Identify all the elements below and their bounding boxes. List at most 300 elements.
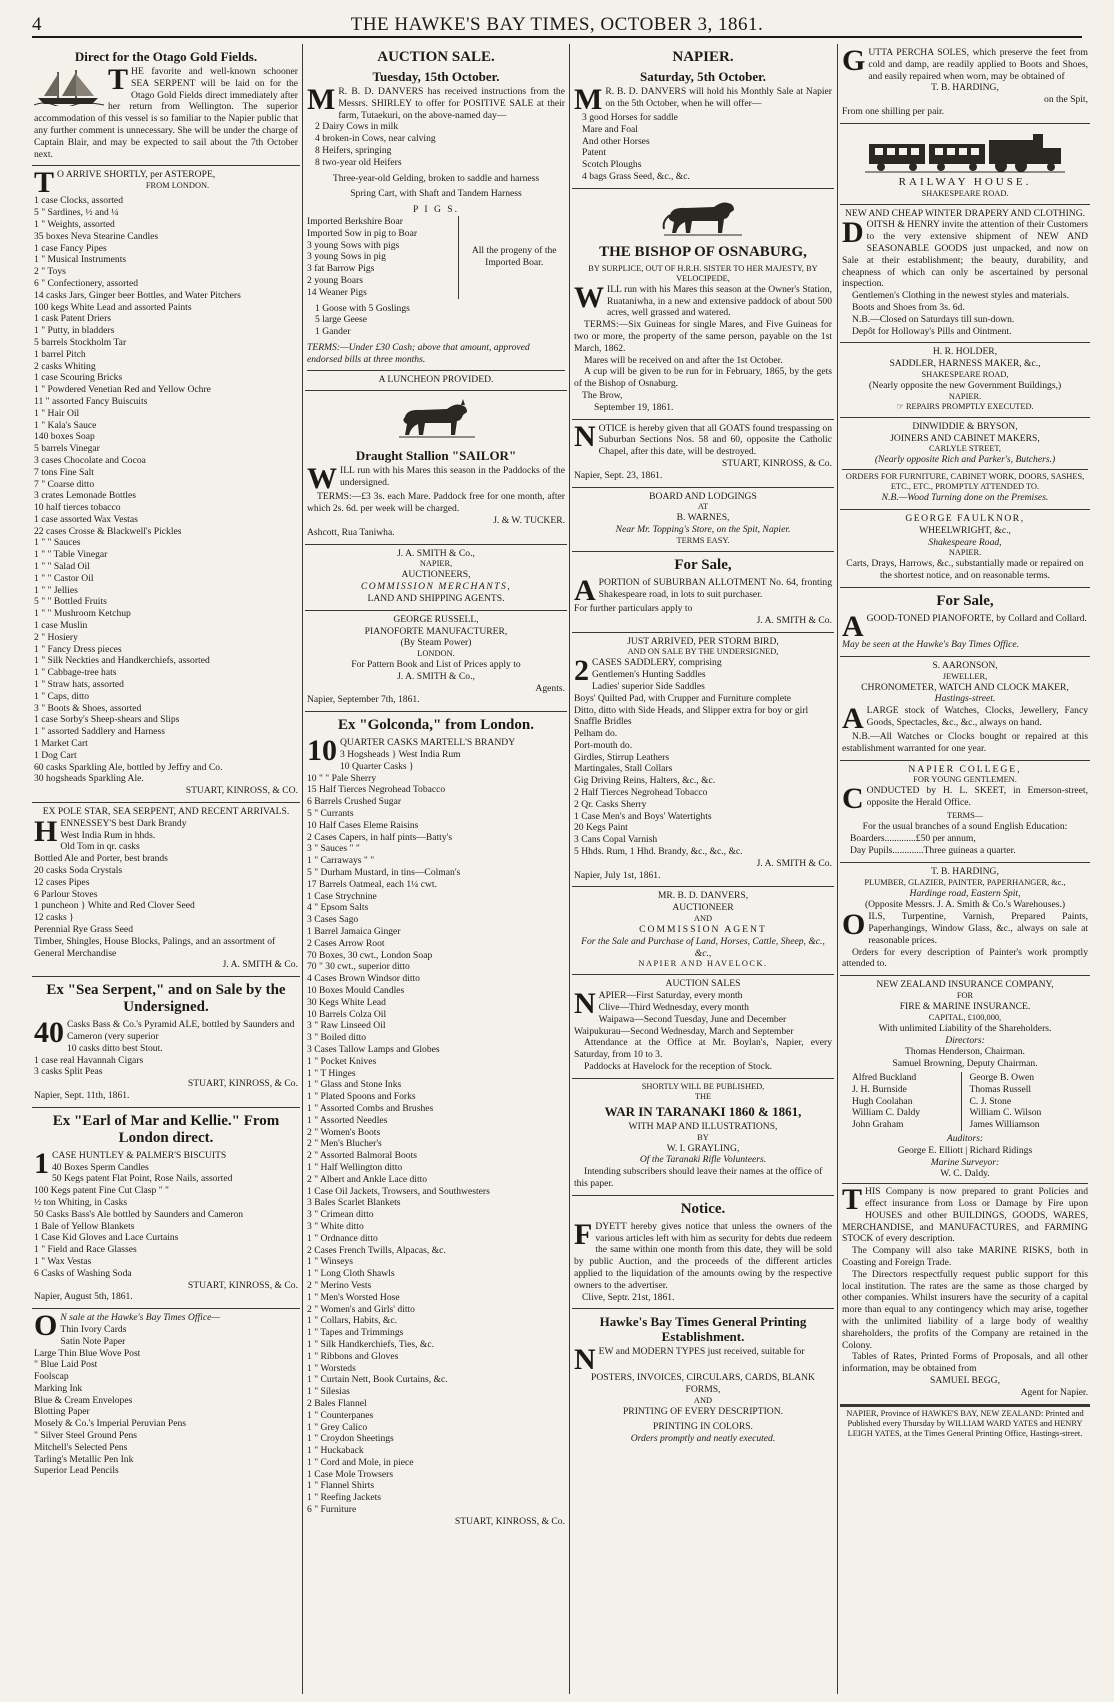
list-item: 1 barrel Pitch xyxy=(34,348,86,360)
ad-title: Direct for the Otago Gold Fields. xyxy=(74,49,258,64)
list-item: J. H. Burnside xyxy=(852,1083,907,1095)
nb: N.B.—Wood Turning done on the Premises. xyxy=(881,492,1049,504)
list-item: Ditto, ditto with Side Heads, and Slipper extra for boy or girl xyxy=(574,704,809,716)
list-item: 7 tons Fine Salt xyxy=(34,466,94,478)
list-item: CASES SADDLERY, comprising xyxy=(592,657,722,669)
fire-marine: FIRE & MARINE INSURANCE. xyxy=(899,1001,1031,1013)
list-item: Satin Note Paper xyxy=(60,1335,126,1347)
pointing-hand-icon: ☞ xyxy=(896,401,906,411)
place: LONDON. xyxy=(417,649,455,659)
list-item: 3 Cans Copal Varnish xyxy=(574,834,658,846)
newspaper-title: THE HAWKE'S BAY TIMES, OCTOBER 3, 1861. xyxy=(350,14,764,35)
location: (Nearly opposite the new Government Buildings,) xyxy=(868,379,1062,391)
directors-table xyxy=(852,1072,1078,1131)
list-item: 3 fat Barrow Pigs xyxy=(307,263,375,275)
terms: TERMS:—Six Guineas for single Mares, and Five Guineas for two or more, the property of the same person, payable on the 1st March, 1862. xyxy=(574,319,832,354)
list-item: 5 " Durham Mustard, in tins—Colman's xyxy=(307,867,461,879)
ad-drapery xyxy=(840,205,1090,344)
list-item: 1 Case Kid Gloves and Lace Curtains xyxy=(34,1232,179,1244)
list-item: APIER—First Saturday, every month xyxy=(598,990,743,1002)
ad-title: Draught Stallion "SAILOR" xyxy=(355,448,517,464)
role: AUCTIONEER xyxy=(672,902,734,914)
street: CARLYLE STREET, xyxy=(928,444,1002,454)
list-item: C. J. Stone xyxy=(969,1095,1012,1107)
list-item: 100 kegs White Lead and assorted Paints xyxy=(34,301,192,313)
road: Shakespeare Road, xyxy=(928,536,1002,548)
ad-body: EW and MODERN TYPES just received, suitable for xyxy=(598,1346,805,1358)
ad-allotment-for-sale xyxy=(572,552,834,633)
ad-title: For Sale, xyxy=(936,592,994,609)
dropcap: T xyxy=(34,166,55,200)
ad-auction-sales xyxy=(572,975,834,1078)
list-item: 70 Boxes, 30 cwt., London Soap xyxy=(307,949,433,961)
luncheon: A LUNCHEON PROVIDED. xyxy=(307,370,565,386)
imprint: NAPIER, Province of HAWKE'S BAY, NEW ZEALAND: Printed and Published every Thursday by WILLIAM WARD YATES and HENRY LEIGH YATES, at the Times General Printing Office, Hastings-street. xyxy=(840,1405,1090,1439)
repairs-note: REPAIRS PROMPTLY EXECUTED. xyxy=(905,401,1034,411)
list-item: 2 " Men's Blucher's xyxy=(307,1138,382,1150)
marine-risks: The Company will also take MARINE RISKS, both in Coasting and Foreign Trade. xyxy=(842,1245,1088,1268)
list-item: 1 case Sorby's Sheep-shears and Slips xyxy=(34,714,180,726)
place: NAPIER AND HAVELOCK. xyxy=(638,959,768,969)
ad-heading: JUST ARRIVED, PER STORM BIRD, xyxy=(627,635,779,647)
name: MR. B. D. DANVERS, xyxy=(657,890,749,902)
ad-body: ILS, Turpentine, Varnish, Prepared Paints, Paperhangings, Window Glass, &c., always on sale at reasonable prices. xyxy=(868,911,1088,946)
printing-colors: PRINTING IN COLORS. xyxy=(653,1420,753,1432)
list-item: 1 " " Salad Oil xyxy=(34,561,90,573)
capital: CAPITAL, £100,000, xyxy=(928,1012,1002,1022)
ad-bishop-of-osnaburg xyxy=(572,189,834,420)
list-item: Imported Berkshire Boar xyxy=(307,215,403,227)
list-item: 1 cask Patent Driers xyxy=(34,313,111,325)
list-item: 3 crates Lemonade Bottles xyxy=(34,490,137,502)
list-item: 10 Barrels Colza Oil xyxy=(307,1008,387,1020)
ad-gutta-percha xyxy=(840,44,1090,124)
signature: J. A. SMITH & Co. xyxy=(222,959,298,971)
signature: J. A. SMITH & Co. xyxy=(756,857,832,869)
list-item: 3 Hogsheads } West India Rum xyxy=(340,749,461,761)
list-item: 4 bags Grass Seed, &c., &c. xyxy=(582,170,690,182)
road: Hardinge road, Eastern Spit, xyxy=(909,887,1021,899)
list-item: 1 " Collars, Habits, &c. xyxy=(307,1315,397,1327)
terms: TERMS:—£3 3s. each Mare. Paddock free for one month, after which 2s. 6d. per week will be charged. xyxy=(307,491,565,515)
trade: CHRONOMETER, WATCH AND CLOCK MAKER, xyxy=(861,681,1069,693)
list-item: 1 " Tapes and Trimmings xyxy=(307,1327,404,1339)
list-item: 50 Kegs patent Flat Point, Rose Nails, assorted xyxy=(52,1173,233,1185)
agents-label: Agents. xyxy=(535,682,565,694)
ad-title: NEW AND CHEAP WINTER DRAPERY AND CLOTHING. xyxy=(844,207,1086,219)
list-item: 2 Cases French Twills, Alpacas, &c. xyxy=(307,1244,446,1256)
usual: For the usual branches of a sound English Education: xyxy=(862,821,1068,833)
list-item: 2 Cases Capers, in half pints—Batty's xyxy=(307,831,453,843)
ad-title: Ex "Golconda," from London. xyxy=(338,717,534,734)
list-item: Alfred Buckland xyxy=(852,1072,917,1084)
list-item: 17 Barrels Oatmeal, each 1¼ cwt. xyxy=(307,878,437,890)
ad-title: NAPIER. xyxy=(672,49,734,65)
list-item: 3 Cases Sago xyxy=(307,914,359,926)
ad-faulknor xyxy=(840,510,1090,588)
list-item: Scotch Ploughs xyxy=(582,159,642,171)
terms: TERMS EASY. xyxy=(676,535,730,545)
item-list xyxy=(307,121,565,168)
apply: For further particulars apply to xyxy=(574,602,693,614)
list-item: 7 " Coarse ditto xyxy=(34,478,95,490)
list-item: Mitchell's Selected Pens xyxy=(34,1441,128,1453)
list-item: 1 puncheon } White and Red Clover Seed xyxy=(34,900,195,912)
list-item: 20 Kegs Paint xyxy=(574,822,628,834)
list-item: 2 " Hosiery xyxy=(34,631,78,643)
list-item: 1 case Fancy Pipes xyxy=(34,242,107,254)
printing-items: POSTERS, INVOICES, CIRCULARS, CARDS, BLANK FORMS, xyxy=(591,1372,815,1396)
dropcap: N xyxy=(574,1343,596,1377)
sale-date: Saturday, 5th October. xyxy=(640,69,766,84)
auditor: Richard Ridings xyxy=(969,1144,1033,1156)
list-item: 1 " Wax Vestas xyxy=(34,1255,92,1267)
item-list xyxy=(307,303,565,338)
dropcap: W xyxy=(307,462,337,496)
role: COMMISSION AGENT xyxy=(639,924,767,936)
list-item: Old Tom in qr. casks xyxy=(60,841,140,853)
list-item: 1 Goose with 5 Goslings xyxy=(315,302,410,314)
ad-body: LARGE stock of Watches, Clocks, Jewellery, Fancy Goods, Spectacles, &c., &c., always on hand. xyxy=(866,705,1088,728)
price: From one shilling per pair. xyxy=(842,105,945,117)
list-item: " Blue Laid Post xyxy=(34,1359,98,1371)
list-item: 10 " " Pale Sherry xyxy=(307,772,377,784)
list-item: 1 " Silk Handkerchiefs, Ties, &c. xyxy=(307,1338,435,1350)
town: NAPIER. xyxy=(948,391,982,401)
list-item: 4 Cases Brown Windsor ditto xyxy=(307,973,420,985)
list-item: 40 Boxes Sperm Candles xyxy=(52,1161,149,1173)
directors-label: Directors: xyxy=(945,1034,985,1046)
list-item: 6 Casks of Washing Soda xyxy=(34,1267,132,1279)
depot-note: Depôt for Holloway's Pills and Ointment. xyxy=(852,325,1012,337)
horse-illustration xyxy=(391,397,481,445)
list-item: 1 " Putty, in bladders xyxy=(34,325,115,337)
for: FOR xyxy=(956,991,974,1001)
list-item: ENNESSEY'S best Dark Brandy xyxy=(60,817,187,829)
list-item: 1 " Straw hats, assorted xyxy=(34,679,124,691)
list-item: 14 Weaner Pigs xyxy=(307,286,367,298)
directors-statement: The Directors respectfully request public support for this local institution. The rates are the same as those charged by other companies. Whilst insurers have the security of a capital more than equal to any contingency which may arise, together with the unlimited liability of a large body of wealthy shareholders, the profits of the Company are retained in the Colony. xyxy=(842,1268,1088,1351)
list-item: 1 " Kala's Sauce xyxy=(34,419,97,431)
gents-clothing: Gentlemen's Clothing in the newest styles and materials. xyxy=(852,290,1070,302)
item-list xyxy=(34,1324,298,1477)
ad-title: WAR IN TARANAKI 1860 & 1861, xyxy=(604,1103,802,1119)
list-item: George B. Owen xyxy=(969,1072,1035,1084)
ad-body: UTTA PERCHA SOLES, which preserve the feet from cold and damp, are readily applied to Boots and Shoes, and easily repaired when worn, may be obtained of xyxy=(868,47,1088,82)
dropcap: M xyxy=(307,83,336,116)
list-item: Ladies' superior Side Saddles xyxy=(592,680,705,692)
ad-board-lodgings xyxy=(572,488,834,552)
liability: With unlimited Liability of the Shareholders. xyxy=(878,1022,1052,1034)
signature: STUART, KINROSS, & Co. xyxy=(187,1078,298,1090)
ad-printing xyxy=(572,1309,834,1449)
ad-body: ONDUCTED by H. L. SKEET, in Emerson-street, opposite the Herald Office. xyxy=(866,785,1088,809)
signature: STUART, KINROSS, & Co. xyxy=(721,457,832,469)
for: For the Sale and Purchase of Land, Horses, Cattle, Sheep, &c., &c., xyxy=(581,935,825,959)
ad-body: OITSH & HENRY invite the attention of their Customers to the very extensive shipment of NEW AND SEASONABLE GOODS just unpacked, and now on Sale at their establishment; the beauty, durability, and cheapness of which can only be ascertained by personal inspection. xyxy=(842,219,1088,290)
signature: J. A. SMITH & Co. xyxy=(756,614,832,626)
ad-smith-auctioneers xyxy=(305,545,567,611)
ad-heading: O ARRIVE SHORTLY, per ASTEROPE, xyxy=(57,169,216,181)
day-pupils: Day Pupils.............Three guineas a quarter. xyxy=(850,845,1016,857)
ad-body: GOOD-TONED PIANOFORTE, by Collard and Collard. xyxy=(866,612,1087,624)
list-item: 14 casks Jars, Ginger beer Bottles, and Water Pitchers xyxy=(34,289,241,301)
list-item: Snaffle Bridles xyxy=(574,716,632,728)
column-divider xyxy=(837,44,838,1694)
item-list xyxy=(574,112,832,183)
list-item: 12 cases Pipes xyxy=(34,876,90,888)
ad-title: Notice. xyxy=(680,1200,726,1217)
list-item: 12 casks } xyxy=(34,912,74,924)
ad-asterope xyxy=(32,166,300,803)
list-item: QUARTER CASKS MARTELL'S BRANDY xyxy=(340,737,516,749)
list-item: 1 Gander xyxy=(315,326,351,338)
signature: STUART, KINROSS, & Co. xyxy=(187,1279,298,1291)
ad-body: OTICE is hereby given that all GOATS found trespassing on Suburban Sections Nos. 58 and 60, opposite the Catholic Chapel, after this date, will be destroyed. xyxy=(598,422,832,458)
list-item: 1 Dog Cart xyxy=(34,749,77,761)
ad-pianoforte-for-sale xyxy=(840,588,1090,657)
list-item: 3 " Boiled ditto xyxy=(307,1032,367,1044)
list-item: 2 " Merino Vests xyxy=(307,1279,372,1291)
place: Ashcott, Rua Taniwha. xyxy=(307,526,395,538)
column-divider xyxy=(302,44,303,1694)
agent: J. A. SMITH & Co., xyxy=(397,670,475,682)
role: AUCTIONEERS, xyxy=(401,569,471,581)
list-item: 1 " Caps, ditto xyxy=(34,690,90,702)
ad-body: Carts, Drays, Harrows, &c., substantially made or repaired on the shortest notice, and on reasonable terms. xyxy=(846,558,1084,582)
ad-body: R. B. D. DANVERS has received instructions from the Messrs. SHIRLEY to offer for POSITIVE SALE at their farm, Tutaekuri, on the above-named day— xyxy=(338,86,565,121)
dropcap: G xyxy=(842,44,866,77)
by: BY xyxy=(697,1132,709,1142)
list-item: 10 half tierces tobacco xyxy=(34,502,121,514)
list-item: 8 Heifers, springing xyxy=(315,144,392,156)
firm-name: J. A. SMITH & Co., xyxy=(397,547,475,559)
trade: JOINERS AND CABINET MAKERS, xyxy=(890,432,1040,444)
list-item: Mare and Foal xyxy=(582,123,638,135)
list-item: 3 good Horses for saddle xyxy=(582,112,678,123)
list-item: 1 " Ribbons and Gloves xyxy=(307,1350,399,1362)
list-item: 10 casks ditto best Stout. xyxy=(67,1042,163,1054)
paddocks: Paddocks at Havelock for the reception of Stock. xyxy=(584,1061,773,1073)
agent-role: Agent for Napier. xyxy=(1020,1386,1088,1398)
ad-title: AUCTION SALE. xyxy=(377,49,495,65)
list-item: Superior Lead Pencils xyxy=(34,1465,119,1477)
list-item: 3 " White ditto xyxy=(307,1220,364,1232)
list-item: Gentlemen's Hunting Saddles xyxy=(592,669,706,681)
list-item: 5 " Sardines, ½ and ¼ xyxy=(34,207,119,219)
list-item: 1 Barrel Jamaica Ginger xyxy=(307,926,401,938)
page-number: 4 xyxy=(32,14,42,35)
ad-sailor xyxy=(305,391,567,544)
ad-subheading: AND ON SALE BY THE UNDERSIGNED, xyxy=(627,647,779,657)
list-item: 1 " Reefing Jackets xyxy=(307,1492,381,1504)
ad-dyett-notice xyxy=(572,1196,834,1310)
dropcap: O xyxy=(34,1309,58,1343)
list-item: 1 " Weights, assorted xyxy=(34,218,115,230)
date: September 19, 1861. xyxy=(594,401,674,413)
list-item: Large Thin Blue Wove Post xyxy=(34,1347,141,1359)
list-item: 2 " Albert and Ankle Lace ditto xyxy=(307,1173,428,1185)
name: H. R. HOLDER, xyxy=(932,346,998,358)
list-item: 1 Case Strychnine xyxy=(307,890,377,902)
ad-sea-serpent xyxy=(32,977,300,1108)
list-item: 1 " Field and Race Glasses xyxy=(34,1244,137,1256)
dropcap: 10 xyxy=(307,734,337,768)
list-item: 3 Bales Scarlet Blankets xyxy=(307,1197,401,1209)
closed-note: N.B.—Closed on Saturdays till sun-down. xyxy=(852,313,1015,325)
dropcap: A xyxy=(842,609,864,643)
list-item: 1 " T Hinges xyxy=(307,1067,356,1079)
list-item: ½ ton Whiting, in Casks xyxy=(34,1196,128,1208)
column-1 xyxy=(32,44,300,1694)
list-item: 2 " Toys xyxy=(34,266,66,278)
list-item: Mosely & Co.'s Imperial Peruvian Pens xyxy=(34,1418,187,1430)
list-item: 1 " Cabbage-tree hats xyxy=(34,667,117,679)
list-item: Gig Driving Reins, Halters, &c., &c. xyxy=(574,775,716,787)
town: NAPIER, xyxy=(419,559,453,569)
progeny-note: All the progeny of the Imported Boar. xyxy=(458,216,565,299)
item-list xyxy=(34,1016,298,1078)
ship-illustration xyxy=(34,68,104,106)
ad-heading: N sale at the Hawke's Bay Times Office— xyxy=(60,1312,220,1324)
list-item: John Graham xyxy=(852,1119,904,1131)
name: S. AARONSON, xyxy=(932,659,998,671)
mares-note: Mares will be received on and after the 1st October. xyxy=(584,354,783,366)
list-item: Waipawa—Second Tuesday, June and December xyxy=(598,1013,787,1025)
list-item: 10 Quarter Casks } xyxy=(340,760,414,772)
dropcap: 40 xyxy=(34,1016,64,1050)
name: DINWIDDIE & BRYSON, xyxy=(912,420,1018,432)
list-item: Perennial Rye Grass Seed xyxy=(34,923,133,935)
spring-cart: Spring Cart, with Shaft and Tandem Harness xyxy=(350,188,522,200)
masthead xyxy=(32,8,1082,38)
list-item: 3 young Sows in pig xyxy=(307,251,386,263)
list-item: Bottled Ale and Porter, best brands xyxy=(34,853,168,865)
nb: N.B.—All Watches or Clocks bought or repaired at this establishment warranted for one year. xyxy=(842,731,1088,754)
boarders: Boarders.............£50 per annum, xyxy=(850,833,976,845)
list-item: 3 " Boots & Shoes, assorted xyxy=(34,702,142,714)
ad-holder-saddler xyxy=(840,343,1090,417)
list-item: William C. Daldy xyxy=(852,1107,921,1119)
auction-date: Tuesday, 15th October. xyxy=(372,69,500,84)
list-item: 1 " Counterpanes xyxy=(307,1409,374,1421)
list-item: 6 " Furniture xyxy=(307,1504,357,1516)
list-item: CASE HUNTLEY & PALMER'S BISCUITS xyxy=(52,1149,227,1161)
terms-label: TERMS— xyxy=(946,811,984,821)
list-item: 1 case Muslin xyxy=(34,620,88,632)
list-item: 3 Cases Tallow Lamps and Globes xyxy=(307,1044,440,1055)
dropcap: W xyxy=(574,280,604,314)
list-item: James Williamson xyxy=(969,1119,1040,1131)
ad-harding-plumber xyxy=(840,863,1090,976)
list-item: 1 " Flannel Shirts xyxy=(307,1480,375,1492)
list-item: 1 " " Table Vinegar xyxy=(34,549,108,561)
list-item: 15 Half Tierces Negrohead Tobacco xyxy=(307,784,446,796)
ad-body: Intending subscribers should leave their names at the office of this paper. xyxy=(574,1166,823,1189)
list-item: 60 casks Sparkling Ale, bottled by Jeffry and Co. xyxy=(34,761,223,773)
list-item: Thomas Russell xyxy=(969,1083,1032,1095)
list-item: Clive—Third Wednesday, every month xyxy=(598,1002,749,1014)
item-list xyxy=(34,814,298,960)
list-item: Blue & Cream Envelopes xyxy=(34,1394,133,1406)
list-item: 1 case real Havannah Cigars xyxy=(34,1054,144,1066)
town: NAPIER. xyxy=(948,548,982,558)
directors-left xyxy=(852,1072,962,1131)
column-2 xyxy=(305,44,567,1694)
boots: Boots and Shoes from 3s. 6d. xyxy=(852,301,965,313)
and: AND xyxy=(693,914,713,924)
dropcap: C xyxy=(842,782,864,816)
attendance: Attendance at the Office at Mr. Boylan's, Napier, every Saturday, from 10 to 3. xyxy=(574,1037,832,1061)
list-item: 50 Casks Bass's Ale bottled by Saunders and Cameron xyxy=(34,1208,244,1220)
list-item: 5 barrels Stockholm Tar xyxy=(34,336,127,348)
column-4 xyxy=(840,44,1090,1694)
item-list xyxy=(307,216,454,299)
ad-dinwiddie-bryson xyxy=(840,418,1090,510)
list-item: 1 " " Castor Oil xyxy=(34,572,94,584)
list-item: 1 " Fancy Dress pieces xyxy=(34,643,122,655)
list-item: 140 boxes Soap xyxy=(34,431,95,443)
item-list xyxy=(34,195,298,785)
list-item: 3 " Sauces " " xyxy=(307,843,360,855)
gelding: Three-year-old Gelding, broken to saddle and harness xyxy=(332,172,540,184)
agent: SAMUEL BEGG, xyxy=(930,1374,1000,1386)
list-item: Blotting Paper xyxy=(34,1406,90,1418)
list-item: 1 " Silesias xyxy=(307,1386,350,1398)
directors-right xyxy=(962,1072,1079,1131)
item-list xyxy=(34,1146,298,1280)
list-item: 3 cases Chocolate and Cocoa xyxy=(34,454,146,466)
list-item: 1 " Curtain Nett, Book Curtains, &c. xyxy=(307,1374,448,1386)
list-item: 1 " Powdered Venetian Red and Yellow Ochre xyxy=(34,384,211,396)
role: LAND AND SHIPPING AGENTS. xyxy=(367,592,505,604)
list-item: 1 " Musical Instruments xyxy=(34,254,127,266)
dropcap: 1 xyxy=(34,1146,49,1180)
cup-note: A cup will be given to be run for in February, 1865, by the gets of the Bishop of Osnaburg. xyxy=(574,366,832,390)
list-item: 3 casks Split Peas xyxy=(34,1066,103,1078)
list-item: Girdles, Stirrup Leathers xyxy=(574,751,670,763)
list-item: 1 Market Cart xyxy=(34,738,88,750)
column-divider xyxy=(569,44,570,1694)
location: (Nearly opposite Rich and Parker's, Butchers.) xyxy=(874,454,1056,466)
at: AT xyxy=(697,502,709,512)
list-item: 30 hogsheads Sparkling Ale. xyxy=(34,773,144,785)
list-item: 1 case Clocks, assorted xyxy=(34,195,123,207)
place: The Brow, xyxy=(582,389,623,401)
ad-title: For Sale, xyxy=(674,556,732,573)
trade: WHEELWRIGHT, &c., xyxy=(919,524,1011,536)
list-item: Thin Ivory Cards xyxy=(60,1323,127,1335)
ad-pole-star xyxy=(32,803,300,977)
train-illustration xyxy=(865,130,1065,174)
dropcap: T xyxy=(108,63,129,96)
name: T. B. HARDING, xyxy=(931,865,999,877)
list-item: Pelham do. xyxy=(574,728,618,740)
list-item: 2 " Women's and Girls' ditto xyxy=(307,1303,415,1315)
dropcap: N xyxy=(574,419,596,453)
item-list xyxy=(307,734,565,1516)
list-item: 10 Boxes Mould Candles xyxy=(307,985,405,997)
list-item: 1 " Pocket Knives xyxy=(307,1055,377,1067)
ad-body: HE favorite and well-known schooner SEA SERPENT will be laid on for the Otago Gold Fields direct immediately after her return from Wellington. The superior accommodation of this vessel is so familiar to the Napier public that any further comment is unnecessary. She will be under the charge of Captain Blair, and may be expected to sail about the 7th October next. xyxy=(34,66,298,160)
ad-war-in-taranaki xyxy=(572,1079,834,1196)
date: Napier, September 7th, 1861. xyxy=(307,694,420,706)
seen-note: May be seen at the Hawke's Bay Times Office. xyxy=(842,638,1020,650)
dropcap: A xyxy=(574,573,596,607)
ad-napier-college xyxy=(840,761,1090,863)
list-item: 1 " Men's Worsted Hose xyxy=(307,1291,400,1303)
printing-promise: Orders promptly and neatly executed. xyxy=(630,1432,776,1444)
